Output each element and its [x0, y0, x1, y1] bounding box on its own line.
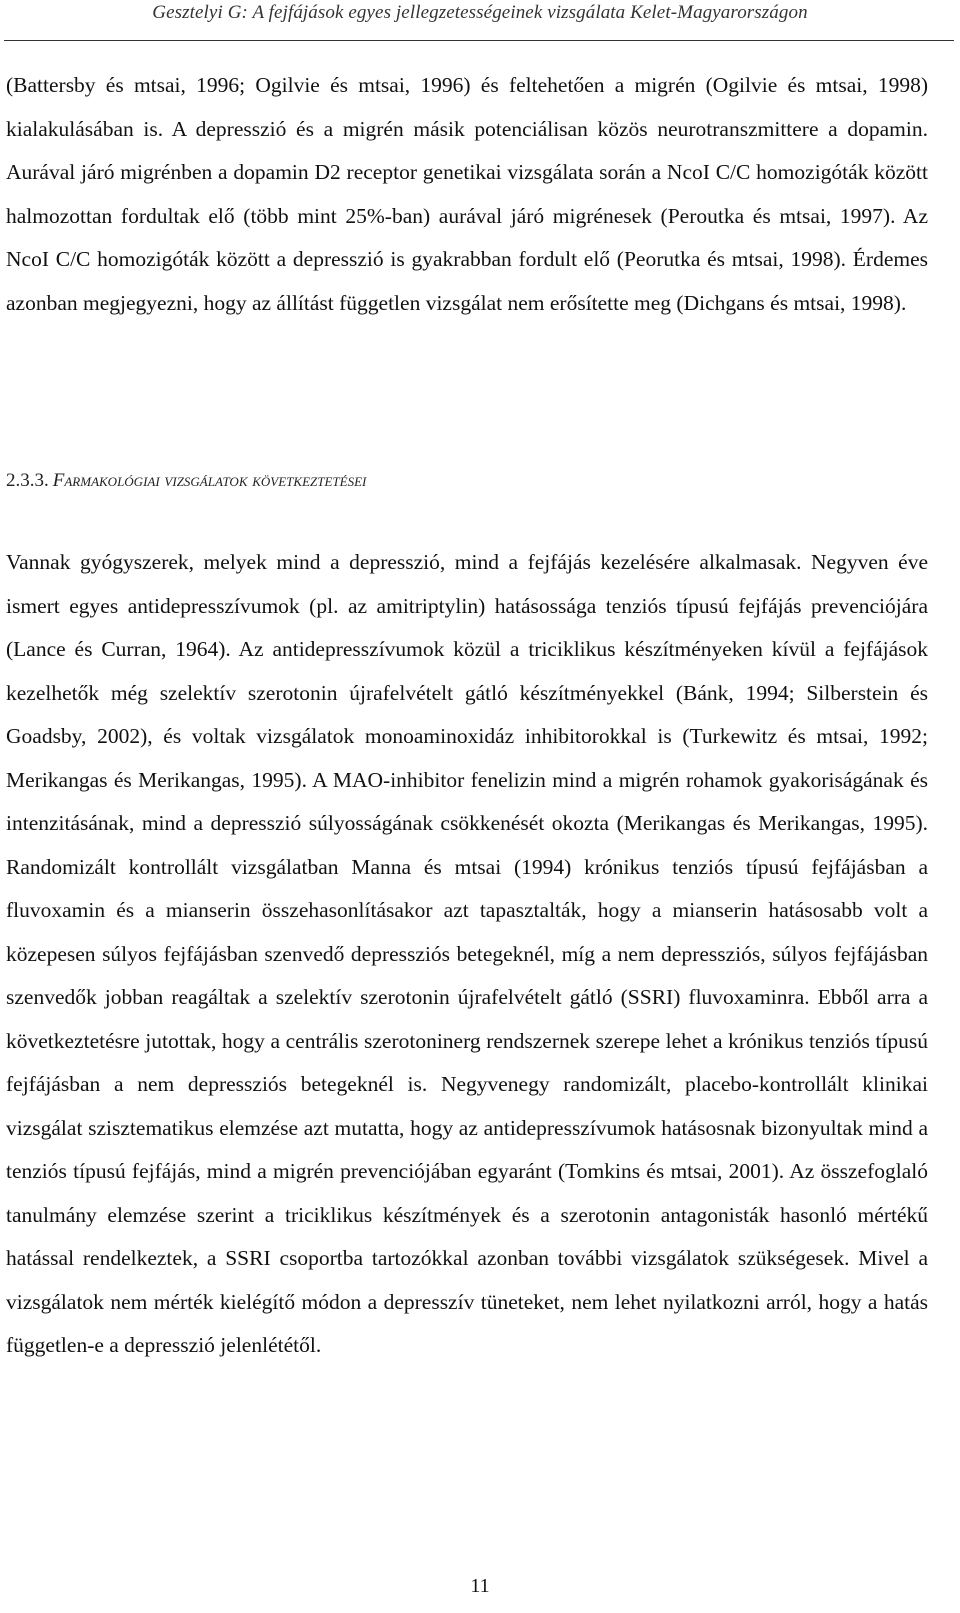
section-title: Farmakológiai vizsgálatok következtetései	[52, 470, 367, 491]
paragraph-dopamine: (Battersby és mtsai, 1996; Ogilvie és mtsai, 1996) és feltehetően a migrén (Ogilvie és mtsai, 1998) kialakulásában is. A depresszió és a migrén másik potenciálisan közös neurotranszmittere a dopamin. Aurával járó migrénben a dopamin D2 receptor genetikai vizsgálata során a NcoI C/C homozigóták között halmozottan fordultak elő (több mint 25%-ban) aurával járó migrénesek (Peroutka és mtsai, 1997). Az NcoI C/C homozigóták között a depresszió is gyakrabban fordult elő (Peorutka és mtsai, 1998). Érdemes azonban megjegyezni, hogy az állítást független vizsgálat nem erősítette meg (Dichgans és mtsai, 1998).	[6, 73, 928, 315]
section-number: 2.3.3.	[6, 470, 49, 491]
header-divider	[4, 40, 954, 41]
page-number: 11	[470, 1575, 490, 1597]
paragraph-pharmacology: Vannak gyógyszerek, melyek mind a depresszió, mind a fejfájás kezelésére alkalmasak. Negyven éve ismert egyes antidepresszívumok (pl. az amitriptylin) hatásossága tenziós típusú fejfájás prevenciójára (Lance és Curran, 1964). Az antidepresszívumok közül a triciklikus készítményeken kívül a fejfájások kezelhetők még szelektív szerotonin újrafelvételt gátló készítményekkel (Bánk, 1994; Silberstein és Goadsby, 2002), és voltak vizsgálatok monoaminoxidáz inhibitorokkal is (Turkewitz és mtsai, 1992; Merikangas és Merikangas, 1995). A MAO-inhibitor fenelizin mind a migrén rohamok gyakoriságának és intenzitásának, mind a depresszió súlyosságának csökkenését okozta (Merikangas és Merikangas, 1995). Randomizált kontrollált vizsgálatban Manna és mtsai (1994) krónikus tenziós típusú fejfájásban a fluvoxamin és a mianserin összehasonlításakor azt tapasztalták, hogy a mianserin hatásosabb volt a közepesen súlyos fejfájásban szenvedő depressziós betegeknél, míg a nem depressziós, súlyos fejfájásban szenvedők jobban reagáltak a szelektív szerotonin újrafelvételt gátló (SSRI) fluvoxaminra. Ebből arra a következtetésre jutottak, hogy a centrális szerotoninerg rendszernek szerepe lehet a krónikus tenziós típusú fejfájásban a nem depressziós betegeknél is. Negyvenegy randomizált, placebo-kontrollált klinikai vizsgálat szisztematikus elemzése azt mutatta, hogy az antidepresszívumok hatásosnak bizonyultak mind a tenziós típusú fejfájás, mind a migrén prevenciójában egyaránt (Tomkins és mtsai, 2001). Az összefoglaló tanulmány elemzése szerint a triciklikus készítmények és a szerotonin antagonisták hasonló mértékű hatással rendelkeztek, a SSRI csoportba tartozókkal azonban további vizsgálatok szükségesek. Mivel a vizsgálatok nem mérték kielégítő módon a depresszív tüneteket, nem lehet nyilatkozni arról, hogy a hatás független-e a depresszió jelenlététől.	[6, 550, 928, 1357]
section-heading	[6, 470, 366, 492]
running-header: Gesztelyi G: A fejfájások egyes jellegzetességeinek vizsgálata Kelet-Magyarországon	[152, 2, 808, 23]
